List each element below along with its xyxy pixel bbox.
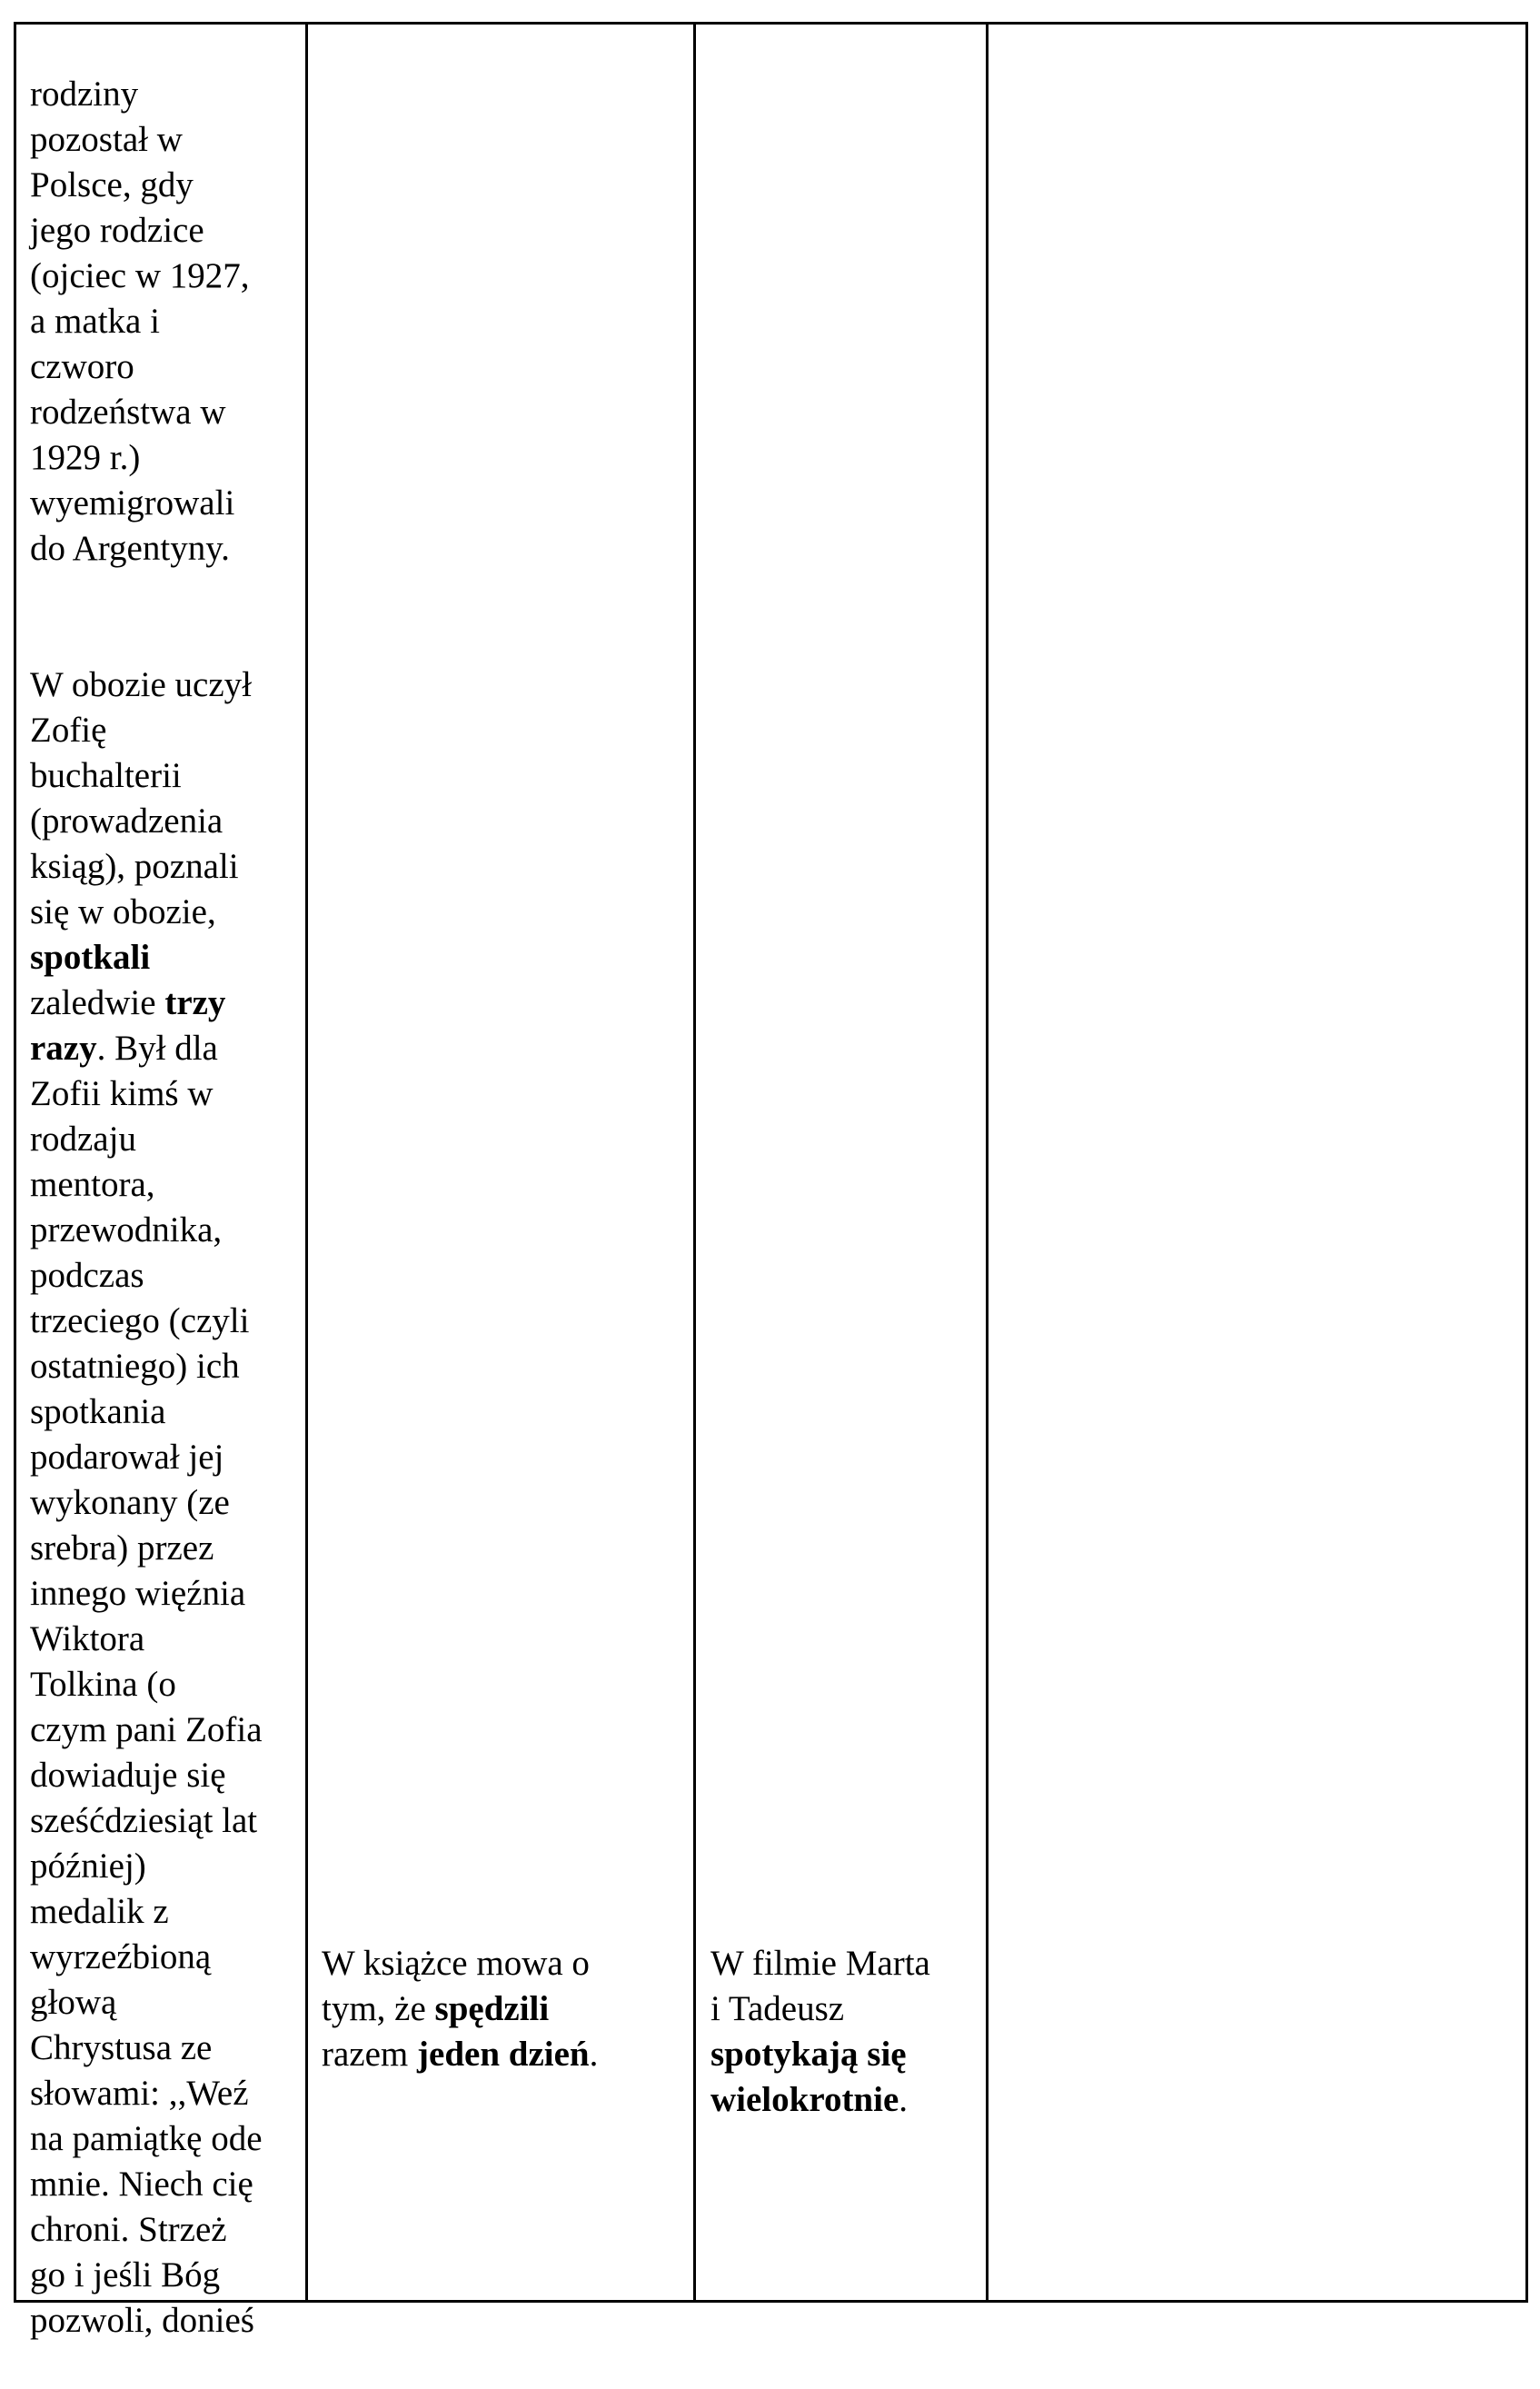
- col2-bold-spedzili: spędzili: [434, 1989, 550, 2028]
- col2-text-e: .: [589, 2035, 599, 2074]
- col2-paragraph: [322, 1941, 685, 2077]
- col3-paragraph: [710, 1941, 983, 2123]
- cell-column-2: [322, 1896, 685, 2123]
- col1-p2-text-c: zaledwie: [30, 983, 156, 1022]
- col3-text-c: .: [899, 2080, 909, 2119]
- column-divider-3: [986, 25, 989, 2300]
- col2-text-a: W książce mowa o tym, że: [322, 1944, 590, 2028]
- cell-column-1: [30, 26, 303, 2389]
- col1-paragraph-1: rodziny pozostał w Polsce, gdy jego rodzice (ojciec w 1927, a matka i czworo rodzeństwa w 1929 r.) wyemigrowali do Argentyny.: [30, 75, 250, 568]
- comparison-table: [14, 22, 1528, 2340]
- cell-column-3: [710, 1896, 983, 2168]
- col1-p2-text-e: . Był dla Zofii kimś w rodzaju mentora, przewodnika, podczas trzeciego (czyli ostatniego) ich spotkania podarował jej wykonany (ze srebra) przez innego więźnia Wiktora Tolkina (o czym pani Zofia dowiaduje się sześćdziesiąt lat później) medalik z wyrzeźbioną głową Chrystusa ze słowami: ,,Weź na pamiątkę ode mnie. Niech cię chroni. Strzeż go i jeśli Bóg pozwoli, donieś: [30, 1029, 263, 2340]
- col2-bold-jeden-dzien: jeden dzień: [417, 2035, 590, 2074]
- col1-paragraph-2: [30, 662, 303, 2344]
- col1-p2-bold-trzy-razy: trzy razy: [30, 983, 226, 1068]
- col1-p2-bold-spotkali: spotkali: [30, 938, 151, 977]
- col3-bold-spotykaja: spotykają się wielokrotnie: [710, 2035, 907, 2119]
- column-divider-1: [305, 25, 308, 2300]
- column-divider-2: [693, 25, 696, 2300]
- col3-text-a: W filmie Marta i Tadeusz: [710, 1944, 930, 2028]
- col1-p2-text-a: W obozie uczył Zofię buchalterii (prowadzenia ksiąg), poznali się w obozie,: [30, 665, 253, 931]
- col2-text-c: razem: [322, 2035, 409, 2074]
